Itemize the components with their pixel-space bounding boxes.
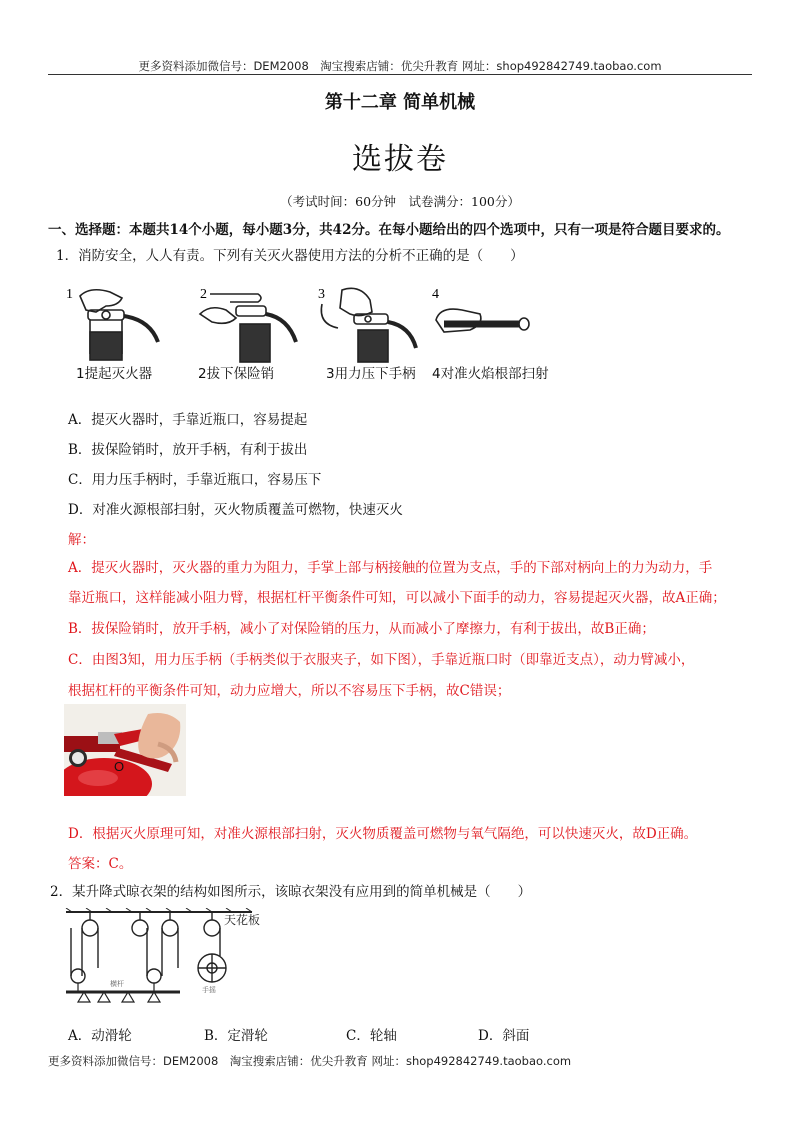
paper-subtitle: 选拔卷 <box>352 142 448 177</box>
step-3-illustration <box>321 288 416 362</box>
exam-info: （考试时间：60分钟 试卷满分：100分） <box>280 194 520 209</box>
q2-option-b: B．定滑轮 <box>204 1028 268 1044</box>
step-3-number: 3 <box>318 287 325 302</box>
solution-a-line-1: A．提灭火器时，灭火器的重力为阻力，手掌上部与柄接触的位置为支点，手的下部对柄向上的力为动力，手 <box>68 560 713 576</box>
section-heading: 一、选择题：本题共14个小题，每小题3分，共42分。在每小题给出的四个选项中，只有一项是符合题目要求的。 <box>48 222 730 238</box>
ceiling-label: 天花板 <box>224 913 261 927</box>
q1-option-b: B．拔保险销时，放开手柄，有利于拔出 <box>68 442 308 458</box>
q1-option-c: C．用力压手柄时，手靠近瓶口，容易压下 <box>68 472 322 488</box>
header-divider <box>48 74 752 75</box>
step-4-caption: 4对准火焰根部扫射 <box>432 366 549 382</box>
page-header: 更多资料添加微信号：DEM2008 淘宝搜索店铺：优尖升教育 网址：shop492842749.taobao.com <box>138 59 662 73</box>
solution-c-line-1: C．由图3知，用力压手柄（手柄类似于衣服夹子，如下图），手靠近瓶口时（即靠近支点），动力臂减小， <box>68 652 695 668</box>
question-2-stem: 2．某升降式晾衣架的结构如图所示，该晾衣架没有应用到的简单机械是（ ） <box>50 884 532 900</box>
clothes-rack-figure <box>62 908 282 1012</box>
step-2-caption: 2拔下保险销 <box>198 366 275 382</box>
extinguisher-handle-photo <box>64 704 186 796</box>
step-1-caption: 1提起灭火器 <box>76 366 153 382</box>
q2-option-c: C．轮轴 <box>346 1028 397 1044</box>
step-2-illustration <box>200 294 296 362</box>
step-1-illustration <box>80 290 158 360</box>
q2-option-d: D．斜面 <box>478 1028 530 1044</box>
rod-label: 横杆 <box>110 981 124 988</box>
fulcrum-label-o: O <box>114 759 125 774</box>
step-2-number: 2 <box>200 287 207 302</box>
step-3-caption: 3用力压下手柄 <box>326 366 416 382</box>
page-footer: 更多资料添加微信号：DEM2008 淘宝搜索店铺：优尖升教育 网址：shop492842749.taobao.com <box>48 1054 572 1068</box>
step-4-number: 4 <box>432 287 439 302</box>
question-1-stem: 1．消防安全，人人有责。下列有关灭火器使用方法的分析不正确的是（ ） <box>56 248 524 264</box>
q1-option-a: A．提灭火器时，手靠近瓶口，容易提起 <box>68 412 308 428</box>
crank-label: 手摇 <box>202 987 216 994</box>
step-4-illustration <box>436 309 529 332</box>
chapter-title: 第十二章 简单机械 <box>324 92 476 113</box>
solution-d-line: D．根据灭火原理可知，对准火源根部扫射，灭火物质覆盖可燃物与氧气隔绝，可以快速灭火，故D正确。 <box>68 826 698 842</box>
q1-option-d: D．对准火源根部扫射，灭火物质覆盖可燃物，快速灭火 <box>68 502 403 518</box>
solution-label: 解： <box>68 532 95 548</box>
solution-a-line-2: 靠近瓶口，这样能减小阻力臂，根据杠杆平衡条件可知，可以减小下面手的动力，容易提起灭火器，故A正确； <box>68 590 726 606</box>
step-1-number: 1 <box>66 287 73 302</box>
solution-c-line-2: 根据杠杆的平衡条件可知，动力应增大，所以不容易压下手柄，故C错误； <box>68 683 511 699</box>
solution-b-line: B．拔保险销时，放开手柄，减小了对保险销的压力，从而减小了摩擦力，有利于拔出，故B正确； <box>68 621 655 637</box>
q2-option-a: A．动滑轮 <box>68 1028 132 1044</box>
answer-line: 答案：C。 <box>68 856 133 872</box>
